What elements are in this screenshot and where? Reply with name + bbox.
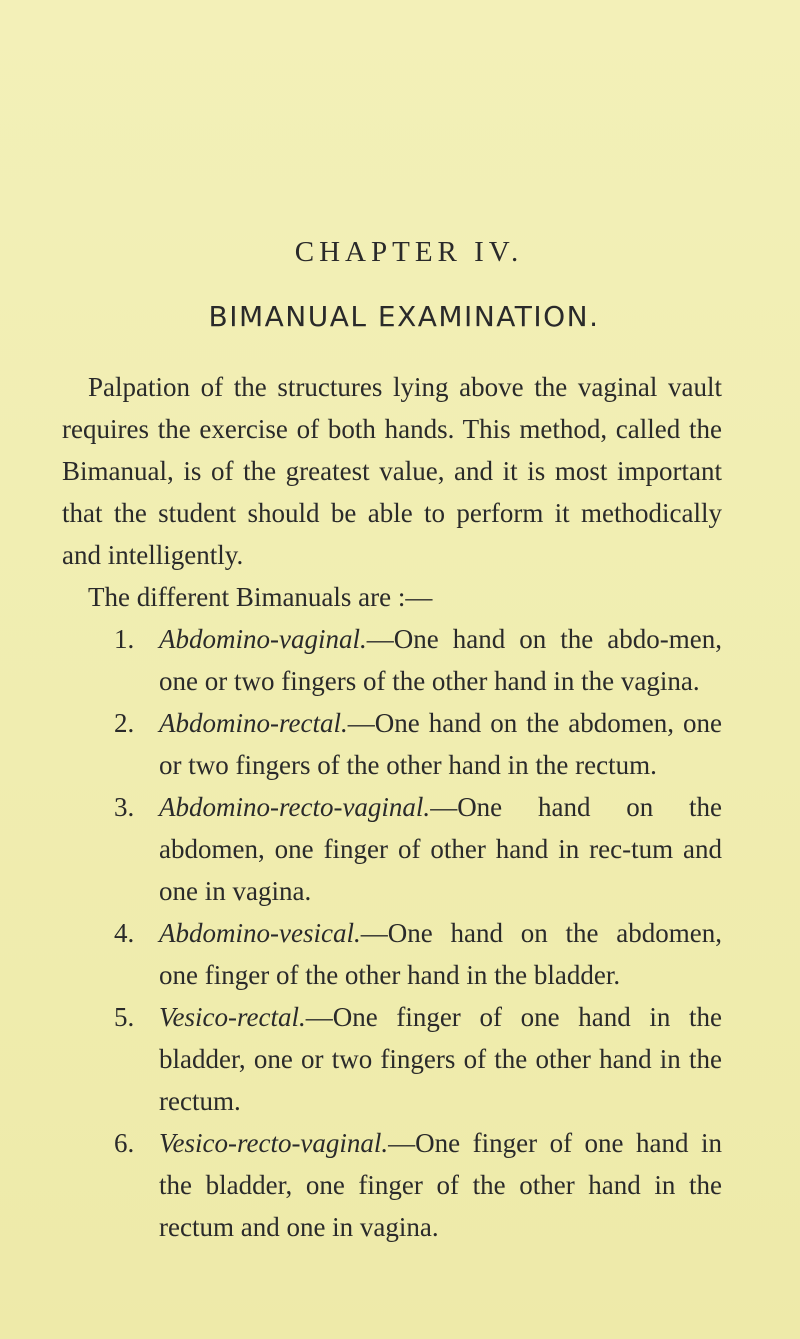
item-description: —One finger of one hand in the bladder, one finger of the other hand in the rectum and one in vagina. [159, 1128, 722, 1242]
body-text [62, 366, 722, 1248]
list-item [62, 786, 722, 912]
item-term: Abdomino-rectal. [159, 708, 348, 738]
item-term: Vesico-recto-vaginal. [159, 1128, 389, 1158]
item-description: —One hand on the abdomen, one or two fingers of the other hand in the rectum. [159, 708, 722, 780]
list-item [62, 702, 722, 786]
list-item [62, 996, 722, 1122]
chapter-heading: CHAPTER IV. [294, 236, 524, 268]
item-number: 5. [114, 1002, 135, 1032]
section-title: BIMANUAL EXAMINATION. [208, 300, 600, 333]
item-number: 3. [114, 792, 135, 822]
list-item [62, 1122, 722, 1248]
item-description: —One hand on the abdo-men, one or two fingers of the other hand in the vagina. [159, 624, 722, 696]
bimanual-list [62, 618, 722, 1248]
item-term: Abdomino-recto-vaginal. [159, 792, 431, 822]
item-description: —One finger of one hand in the bladder, one or two fingers of the other hand in the rectum. [159, 1002, 722, 1116]
list-item [62, 618, 722, 702]
item-term: Abdomino-vesical. [159, 918, 361, 948]
list-item [62, 912, 722, 996]
item-description: —One hand on the abdomen, one finger of other hand in rec-tum and one in vagina. [159, 792, 722, 906]
item-number: 4. [114, 918, 135, 948]
item-number: 1. [114, 624, 135, 654]
item-number: 6. [114, 1128, 135, 1158]
item-term: Vesico-rectal. [159, 1002, 306, 1032]
intro-paragraph: Palpation of the structures lying above the vaginal vault requires the exercise of both hands. This method, called the Bimanual, is of the greatest value, and it is most important that the student should be able to perform it methodically and intelligently. [62, 372, 722, 570]
item-description: —One hand on the abdomen, one finger of the other hand in the bladder. [159, 918, 722, 990]
list-intro: The different Bimanuals are :— [88, 582, 433, 612]
item-term: Abdomino-vaginal. [159, 624, 367, 654]
item-number: 2. [114, 708, 135, 738]
